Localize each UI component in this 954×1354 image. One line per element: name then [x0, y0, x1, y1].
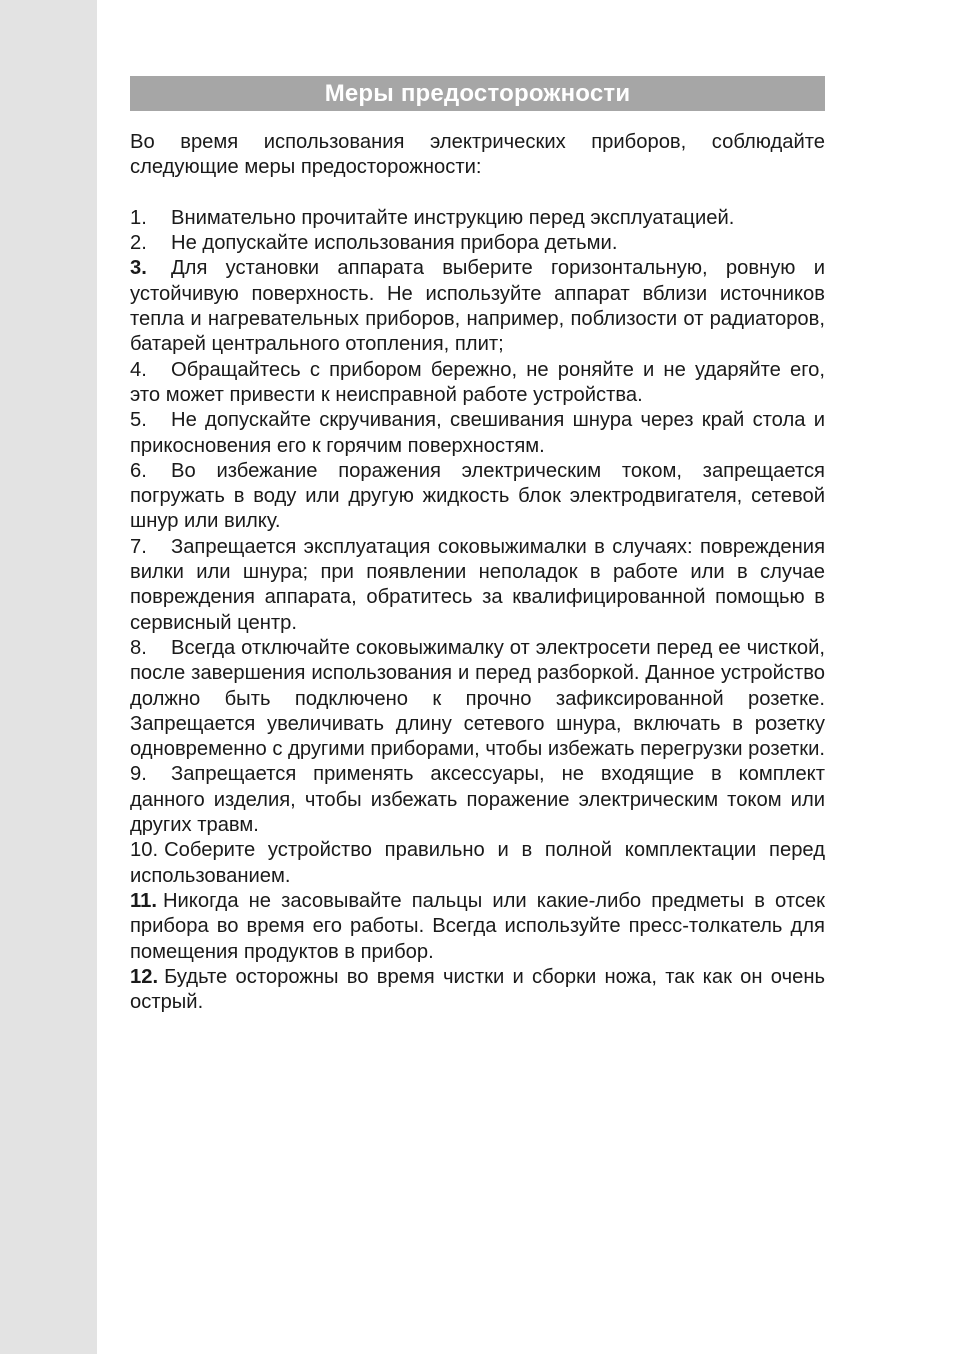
list-item	[130, 636, 825, 762]
item-number: 8.	[130, 636, 147, 659]
item-text: Будьте осторожны во время чистки и сборки ножа, так как он очень острый.	[130, 965, 825, 1014]
item-text: Никогда не засовывайте пальцы или какие-либо предметы в отсек прибора во время его работы. Всегда используйте пресс-толкатель для помещения продуктов в прибор.	[130, 889, 825, 963]
item-number: 2.	[130, 232, 147, 255]
intro-paragraph: Во время использования электрических приборов, соблюдайте следующие меры предосторожности:	[130, 131, 825, 179]
item-text: Внимательно прочитайте инструкцию перед эксплуатацией.	[171, 206, 735, 229]
precautions-list	[130, 206, 825, 1016]
list-item	[130, 206, 825, 231]
section-title: Меры предосторожности	[130, 76, 825, 111]
list-item	[130, 231, 825, 256]
list-item	[130, 358, 825, 409]
item-number: 12.	[130, 965, 159, 988]
item-text: Запрещается эксплуатация соковыжималки в случаях: повреждения вилки или шнура; при появлении неполадок в работе или в случае повреждения аппарата, обратитесь за квалифицированной помощью в сервисный центр.	[130, 535, 825, 634]
item-number: 4.	[130, 358, 147, 381]
item-number: 10.	[130, 839, 159, 862]
item-text: Не допускайте использования прибора детьми.	[171, 232, 618, 255]
document-body	[130, 130, 825, 1015]
list-item	[130, 535, 825, 636]
list-item	[130, 762, 825, 838]
list-item	[130, 459, 825, 535]
list-item	[130, 889, 825, 965]
list-item	[130, 256, 825, 357]
item-text: Не допускайте скручивания, свешивания шнура через край стола и прикосновения его к горячим поверхностям.	[130, 409, 825, 457]
item-number: 1.	[130, 206, 147, 229]
item-number: 11.	[130, 889, 157, 912]
item-number: 9.	[130, 763, 147, 786]
item-number: 7.	[130, 535, 147, 558]
item-text: Во избежание поражения электрическим током, запрещается погружать в воду или другую жидкость блок электродвигателя, сетевой шнур или вилку.	[130, 459, 825, 533]
list-item	[130, 408, 825, 459]
item-number: 3.	[130, 257, 147, 280]
item-text: Всегда отключайте соковыжималку от электросети перед ее чисткой, после завершения использования и перед разборкой. Данное устройство должно быть подключено к прочно зафиксированной розетке. Запрещается увеличивать длину сетевого шнура, включать в розетку одновременно с другими приборами, чтобы избежать перегрузки розетки.	[130, 636, 825, 761]
list-item	[130, 965, 825, 1016]
item-text: Для установки аппарата выберите горизонтальную, ровную и устойчивую поверхность. Не используйте аппарат вблизи источников тепла и нагревательных приборов, например, поблизости от радиаторов, батарей центрального отопления, плит;	[130, 257, 825, 356]
list-item	[130, 838, 825, 889]
side-margin-strip	[0, 0, 97, 1354]
item-text: Обращайтесь с прибором бережно, не роняйте и не ударяйте его, это может привести к неисправной работе устройства.	[130, 358, 825, 406]
item-text: Запрещается применять аксессуары, не входящие в комплект данного изделия, чтобы избежать поражение электрическим током или других травм.	[130, 763, 825, 837]
document-page	[130, 76, 825, 1015]
item-number: 5.	[130, 409, 147, 432]
item-text: Соберите устройство правильно и в полной комплектации перед использованием.	[130, 839, 825, 887]
item-number: 6.	[130, 459, 147, 482]
